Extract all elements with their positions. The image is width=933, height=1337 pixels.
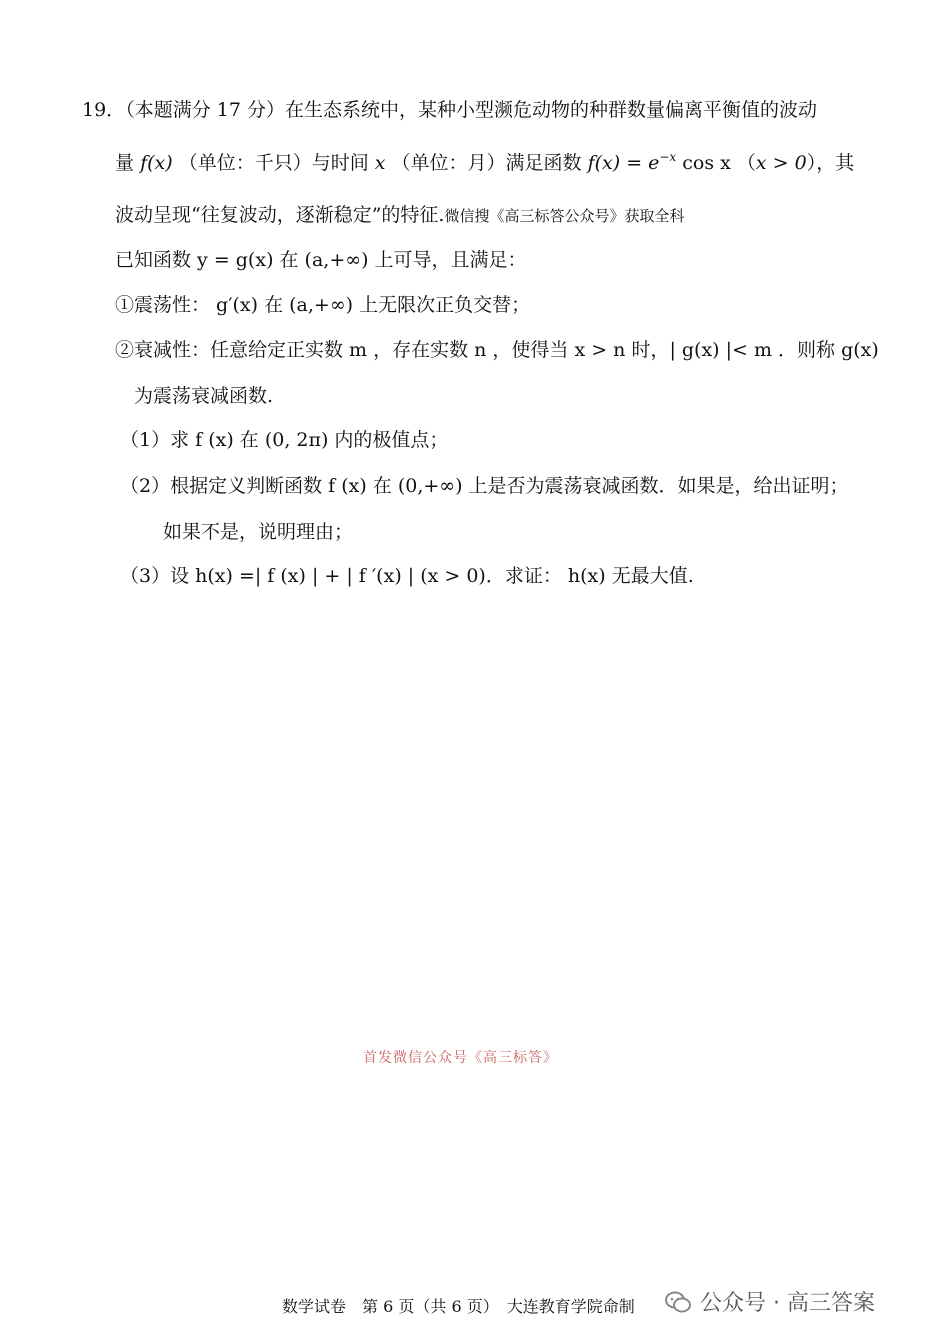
condition-2: ②衰减性：任意给定正实数 m ，存在实数 n ，使得当 x > n 时，| g(x) |< m ．则称 g(x)	[115, 339, 879, 361]
problem-line-2: 量 f(x) （单位：千只）与时间 x （单位：月）满足函数 $f(x) = e^{-x}$ cos x （x > 0），其	[115, 150, 855, 174]
question-3: （3）设 h(x) =| f (x) | + | f ′(x) | (x > 0)．求证： h(x) 无最大值.	[120, 565, 694, 587]
problem-header: 19．（本题满分 17 分）在生态系统中，某种小型濒危动物的种群数量偏离平衡值的波动	[82, 99, 817, 121]
question-2: （2）根据定义判断函数 f (x) 在 (0,+∞) 上是否为震荡衰减函数．如果是，给出证明；	[120, 475, 849, 497]
question-2-cont: 如果不是，说明理由；	[163, 521, 354, 543]
condition-1: ①震荡性： g′(x) 在 (a,+∞) 上无限次正负交替；	[115, 294, 531, 316]
watermark: 首发微信公众号《高三标答》	[363, 1050, 558, 1066]
brand-badge	[664, 1286, 875, 1317]
problem-line-4: 已知函数 y = g(x) 在 (a,+∞) 上可导，且满足：	[115, 249, 527, 271]
wechat-note: 微信搜《高三标答公众号》获取全科	[444, 207, 685, 225]
page-footer: 数学试卷 第 6 页（共 6 页） 大连教育学院命制	[282, 1297, 635, 1316]
question-1: （1）求 f (x) 在 (0, 2π) 内的极值点；	[120, 429, 449, 451]
problem-line-3: 波动呈现“往复波动，逐渐稳定”的特征.微信搜《高三标答公众号》获取全科	[115, 204, 685, 226]
problem-number: 19．	[82, 99, 126, 121]
condition-2-cont: 为震荡衰减函数.	[134, 385, 274, 407]
brand-label: 公众号 · 高三答案	[700, 1291, 875, 1316]
wechat-icon	[664, 1290, 692, 1314]
